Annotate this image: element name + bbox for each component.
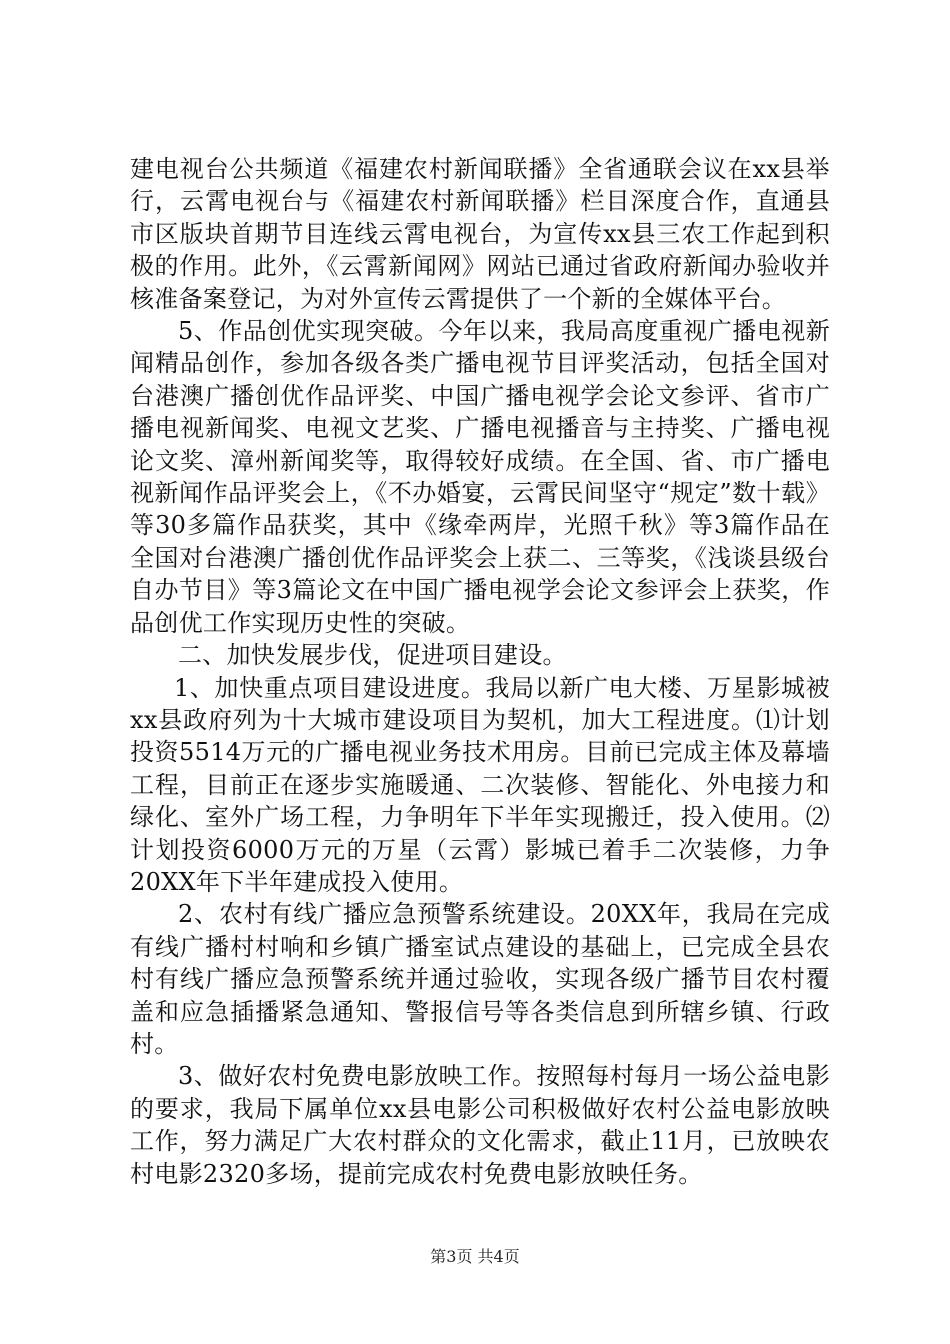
document-body bbox=[130, 153, 830, 1190]
page-number-footer: 第3页 共4页 bbox=[430, 1247, 520, 1266]
paragraph-continuation: 建电视台公共频道《福建农村新闻联播》全省通联会议在xx县举行，云霄电视台与《福建农村新闻联播》栏目深度合作，直通县市区版块首期节目连线云霄电视台，为宣传xx县三农工作起到积极的作用。此外，《云霄新闻网》网站已通过省政府新闻办验收并核准备案登记，为对外宣传云霄提供了一个新的全媒体平台。 bbox=[130, 155, 830, 313]
paragraph-award-breakthrough: 5、作品创优实现突破。今年以来，我局高度重视广播电视新闻精品创作，参加各级各类广播电视节目评奖活动，包括全国对台港澳广播创优作品评奖、中国广播电视学会论文参评、省市广播电视新闻奖、电视文艺奖、广播电视播音与主持奖、广播电视论文奖、漳州新闻奖等，取得较好成绩。在全国、省、市广播电视新闻作品评奖会上，《不办婚宴，云霄民间坚守“规定”数十载》等30多篇作品获奖，其中《缘牵两岸，光照千秋》等3篇作品在全国对台港澳广播创优作品评奖会上获二、三等奖，《浅谈县级台自办节目》等3篇论文在中国广播电视学会论文参评会上获奖，作品创优工作实现历史性的突破。 bbox=[130, 317, 830, 637]
paragraph-rural-film-screening: 3、做好农村免费电影放映工作。按照每村每月一场公益电影的要求，我局下属单位xx县电影公司积极做好农村公益电影放映工作，努力满足广大农村群众的文化需求，截止11月，已放映农村电影2320多场，提前完成农村免费电影放映任务。 bbox=[130, 1062, 830, 1188]
paragraph-rural-broadcast-warning: 2、农村有线广播应急预警系统建设。20XX年，我局在完成有线广播村村响和乡镇广播室试点建设的基础上，已完成全县农村有线广播应急预警系统并通过验收，实现各级广播节目农村覆盖和应急插播紧急通知、警报信号等各类信息到所辖乡镇、行政村。 bbox=[130, 900, 830, 1058]
section-heading-project-construction: 二、加快发展步伐，促进项目建设。 bbox=[178, 641, 567, 670]
paragraph-key-projects: 1、加快重点项目建设进度。我局以新广电大楼、万星影城被xx县政府列为十大城市建设项目为契机，加大工程进度。⑴计划投资5514万元的广播电视业务技术用房。目前已完成主体及幕墙工程，目前正在逐步实施暖通、二次装修、智能化、外电接力和绿化、室外广场工程，力争明年下半年实现搬迁，投入使用。⑵计划投资6000万元的万星（云霄）影城已着手二次装修，力争20XX年下半年建成投入使用。 bbox=[130, 673, 830, 896]
